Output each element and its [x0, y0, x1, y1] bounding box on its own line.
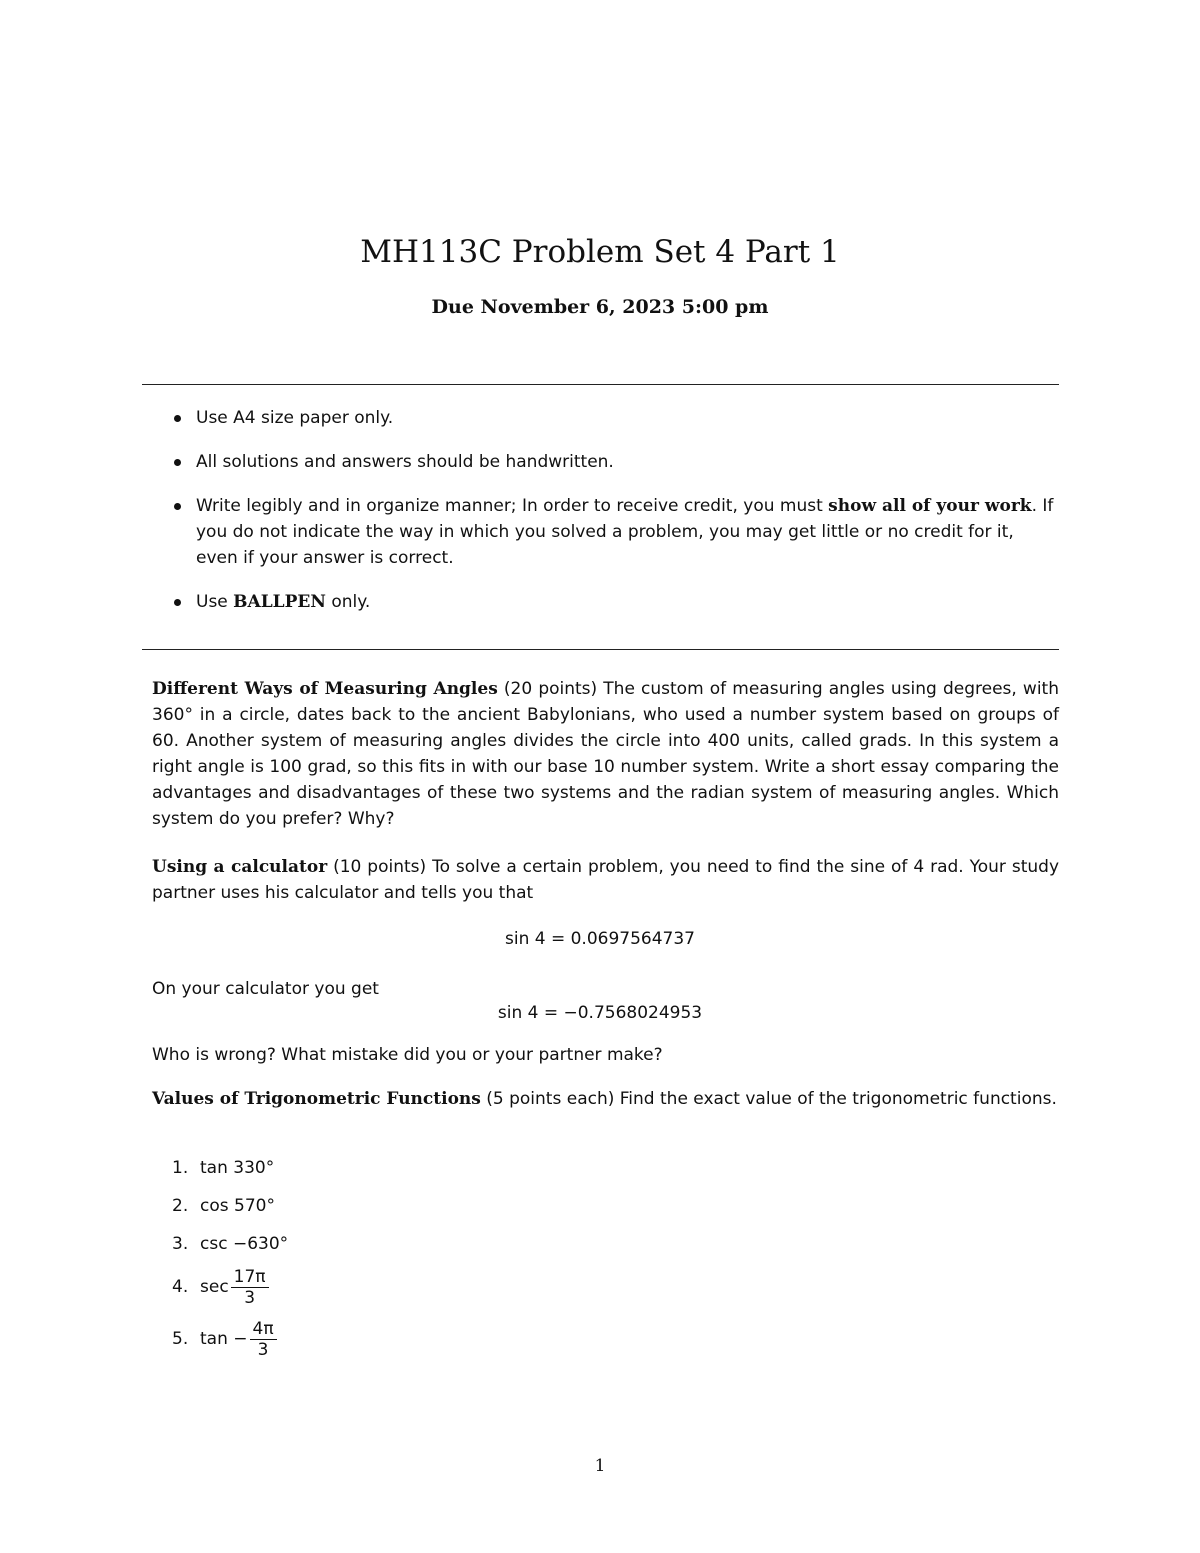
- instruction-text: . If you do not indicate the way in which you solved a problem, you may get little or no credit for it, even if your answer is correct.: [196, 496, 1054, 568]
- instruction-text: Use A4 size paper only.: [196, 408, 394, 428]
- instruction-item: [172, 405, 1060, 431]
- fraction: [250, 1319, 277, 1360]
- calculator-question: Who is wrong? What mistake did you or your partner make?: [152, 1045, 663, 1065]
- equation-partner: sin 4 = 0.0697564737: [504, 929, 695, 949]
- instruction-text: only.: [325, 592, 371, 612]
- fraction: [231, 1267, 269, 1308]
- item-number: 2.: [172, 1196, 189, 1216]
- instruction-item: [172, 493, 1060, 571]
- trig-expression: csc −630°: [200, 1234, 289, 1254]
- problem-heading: Using a calculator: [152, 857, 328, 877]
- problem-body: (5 points each) Find the exact value of the trigonometric functions.: [480, 1089, 1057, 1109]
- item-number: 5.: [172, 1329, 189, 1349]
- list-item: [172, 1317, 288, 1361]
- trig-expression: cos 570°: [200, 1196, 275, 1216]
- bottom-divider: [142, 649, 1059, 650]
- due-date: Due November 6, 2023 5:00 pm: [431, 296, 769, 318]
- top-divider: [142, 384, 1059, 385]
- instruction-emphasis: show all of your work: [828, 496, 1032, 516]
- problem-measuring-angles: [152, 676, 1059, 832]
- calculator-intro: On your calculator you get: [152, 979, 379, 999]
- instruction-emphasis: BALLPEN: [233, 592, 326, 612]
- problem-body: (10 points) To solve a certain problem, you need to find the sine of 4 rad. Your study partner uses his calculator and tells you that: [152, 857, 1060, 903]
- list-item: [172, 1193, 288, 1219]
- trig-function: sec: [200, 1277, 229, 1297]
- page-title: MH113C Problem Set 4 Part 1: [360, 234, 840, 270]
- list-item: [172, 1231, 288, 1257]
- instruction-item: [172, 589, 1060, 615]
- item-number: 3.: [172, 1234, 189, 1254]
- trig-function: tan −: [200, 1329, 248, 1349]
- equation-yours: sin 4 = −0.7568024953: [497, 1003, 703, 1023]
- problem-trig-values: [152, 1086, 1059, 1112]
- problem-calculator: [152, 854, 1059, 906]
- fraction-numerator: 4π: [250, 1319, 277, 1340]
- list-item: [172, 1155, 288, 1181]
- trig-items-list: [172, 1155, 288, 1361]
- instruction-text: All solutions and answers should be handwritten.: [196, 452, 614, 472]
- instruction-item: [172, 449, 1060, 475]
- page-number: 1: [594, 1456, 606, 1476]
- problem-heading: Different Ways of Measuring Angles: [152, 679, 498, 699]
- fraction-denominator: 3: [257, 1339, 269, 1360]
- problem-heading: Values of Trigonometric Functions: [152, 1089, 481, 1109]
- problem-body: (20 points) The custom of measuring angles using degrees, with 360° in a circle, dates back to the ancient Babylonians, who used a number system based on groups of 60. Another system of measuring angles divides the circle into 400 units, called grads. In this system a right angle is 100 grad, so this fits in with our base 10 number system. Write a short essay comparing the advantages and disadvantages of these two systems and the radian system of measuring angles. Which system do you prefer? Why?: [152, 679, 1059, 829]
- fraction-numerator: 17π: [231, 1267, 269, 1288]
- list-item: [172, 1265, 288, 1309]
- instructions-list: [172, 405, 1060, 633]
- item-number: 1.: [172, 1158, 189, 1178]
- trig-expression: tan 330°: [200, 1158, 275, 1178]
- instruction-text: Write legibly and in organize manner; In order to receive credit, you must: [196, 496, 829, 516]
- instruction-text: Use: [196, 592, 234, 612]
- fraction-denominator: 3: [244, 1287, 256, 1308]
- item-number: 4.: [172, 1277, 189, 1297]
